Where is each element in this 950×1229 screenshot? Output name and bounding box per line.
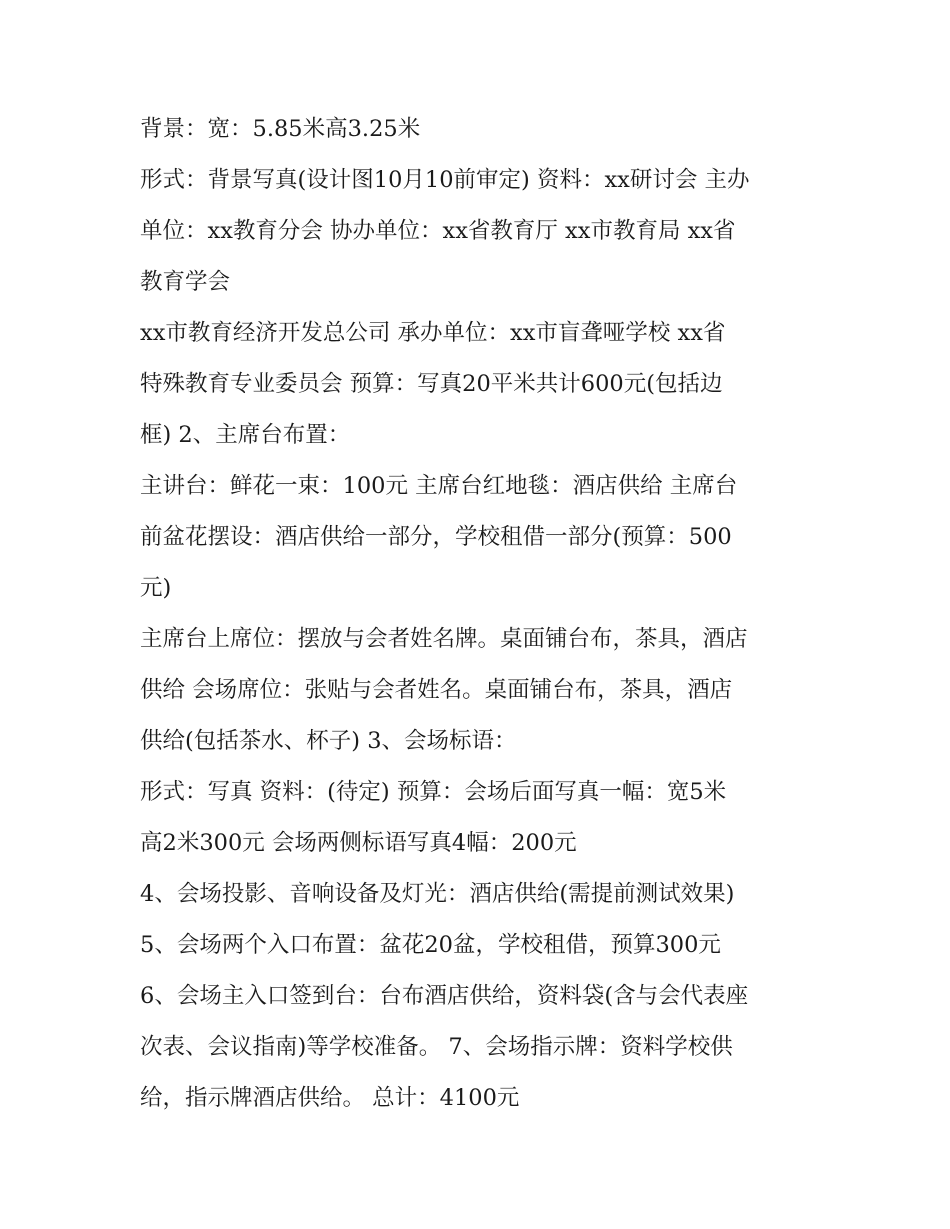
text-line: 单位：xx教育分会 协办单位：xx省教育厅 xx市教育局 xx省 xyxy=(140,218,736,244)
text-line: 特殊教育专业委员会 预算：写真20平米共计600元(包括边 xyxy=(140,371,723,397)
text-line: 次表、会议指南)等学校准备。 7、会场指示牌：资料学校供 xyxy=(140,1034,733,1060)
text-line: 供给 会场席位：张贴与会者姓名。桌面铺台布，茶具，酒店 xyxy=(140,677,733,703)
text-line: 6、会场主入口签到台：台布酒店供给，资料袋(含与会代表座 xyxy=(140,983,749,1009)
text-line: 前盆花摆设：酒店供给一部分，学校租借一部分(预算：500 xyxy=(140,524,732,550)
text-line: 元) xyxy=(140,575,172,601)
text-line: 形式：背景写真(设计图10月10前审定) 资料：xx研讨会 主办 xyxy=(140,167,750,193)
text-line: 背景：宽：5.85米高3.25米 xyxy=(140,116,421,142)
text-line: 高2米300元 会场两侧标语写真4幅：200元 xyxy=(140,830,577,856)
text-line: 形式：写真 资料：(待定) 预算：会场后面写真一幅：宽5米 xyxy=(140,779,727,805)
text-line: 给，指示牌酒店供给。 总计：4100元 xyxy=(140,1085,520,1111)
text-line: 主席台上席位：摆放与会者姓名牌。桌面铺台布，茶具，酒店 xyxy=(140,626,748,652)
text-line: 供给(包括茶水、杯子) 3、会场标语： xyxy=(140,728,517,754)
text-line: 教育学会 xyxy=(140,269,231,295)
text-line: 4、会场投影、音响设备及灯光：酒店供给(需提前测试效果) xyxy=(140,881,735,907)
text-line: 5、会场两个入口布置：盆花20盆，学校租借，预算300元 xyxy=(140,932,721,958)
text-line: 主讲台：鲜花一束：100元 主席台红地毯：酒店供给 主席台 xyxy=(140,473,738,499)
document-body xyxy=(140,104,830,1124)
text-line: 框) 2、主席台布置： xyxy=(140,422,351,448)
text-line: xx市教育经济开发总公司 承办单位：xx市盲聋哑学校 xx省 xyxy=(140,320,726,346)
